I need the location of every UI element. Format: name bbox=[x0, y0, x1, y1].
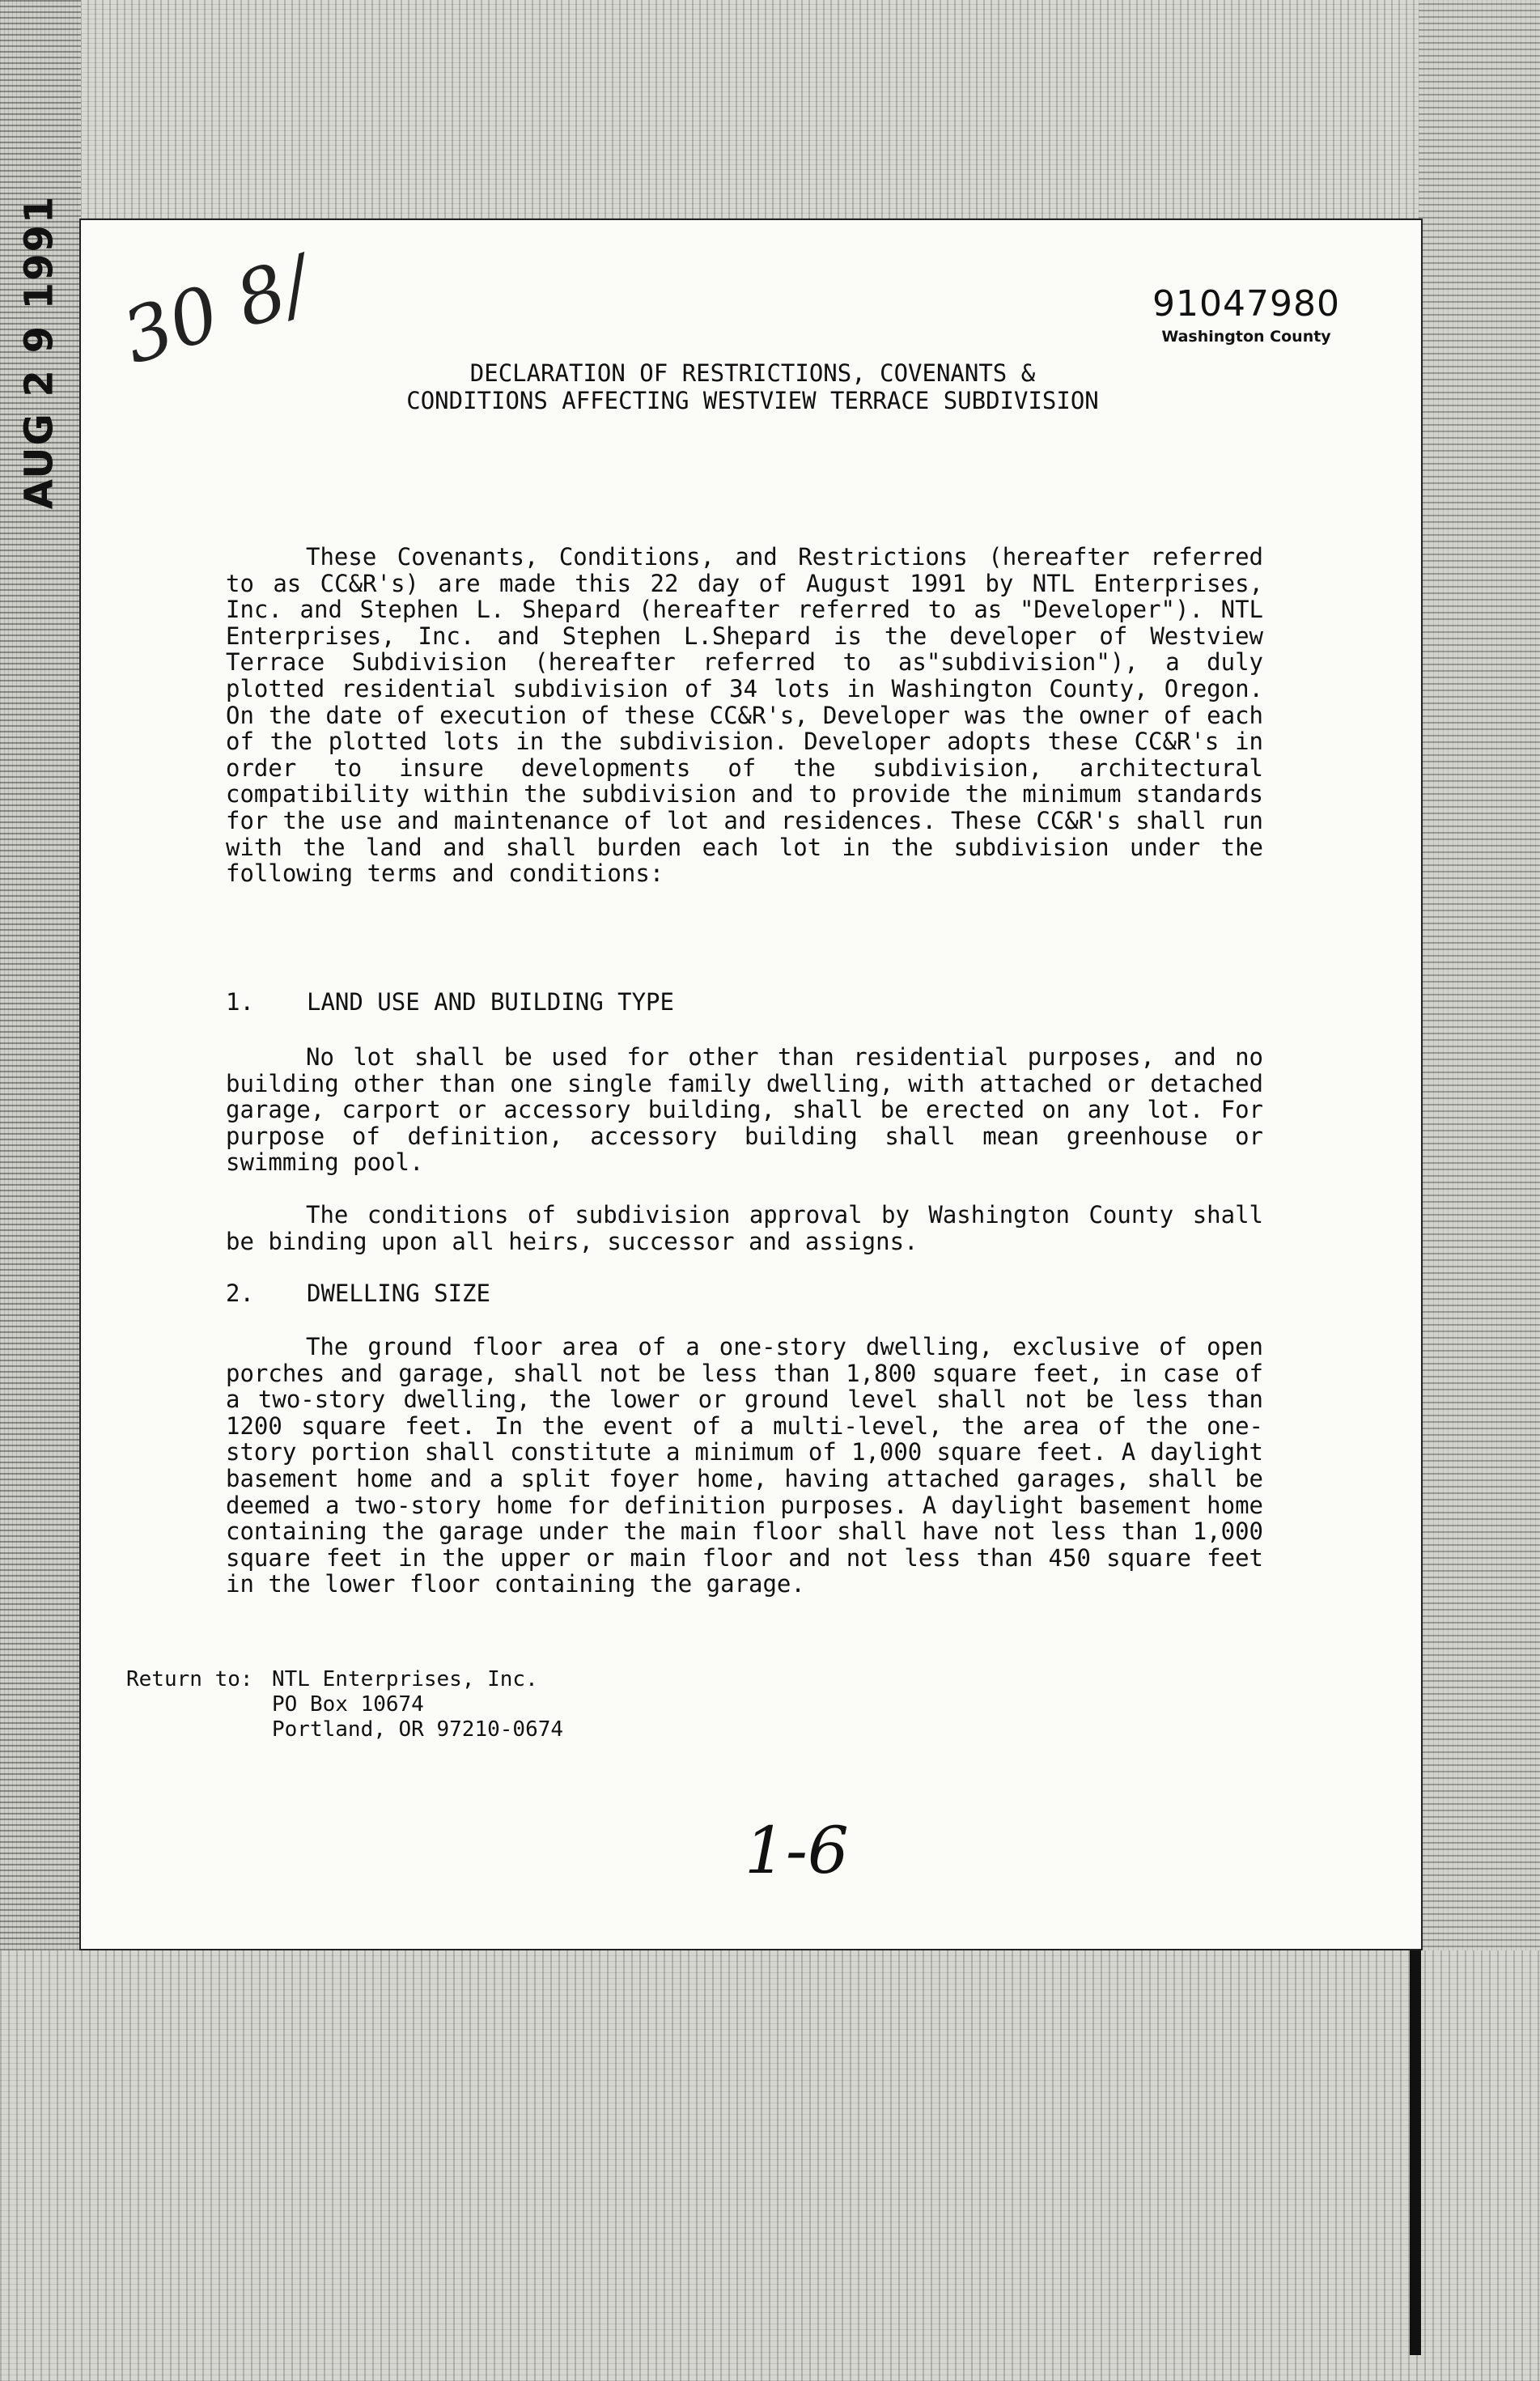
return-to-address-2: Portland, OR 97210-0674 bbox=[272, 1717, 564, 1742]
section-1-body-2 bbox=[226, 1202, 1263, 1254]
section-1-paragraph-2: The conditions of subdivision approval by Washington County shall be binding upon all heirs, successor and assigns. bbox=[226, 1201, 1263, 1255]
return-to-address-1: PO Box 10674 bbox=[272, 1692, 424, 1717]
title-line-2: CONDITIONS AFFECTING WESTVIEW TERRACE SUBDIVISION bbox=[406, 387, 1099, 414]
recorded-date-text: AUG 2 9 1991 bbox=[16, 194, 62, 510]
recorded-date-stamp bbox=[15, 194, 63, 510]
section-2-heading bbox=[226, 1280, 490, 1306]
section-2-title: DWELLING SIZE bbox=[307, 1280, 490, 1307]
section-1-heading bbox=[226, 989, 674, 1015]
section-1-title: LAND USE AND BUILDING TYPE bbox=[307, 988, 674, 1016]
handwritten-mark: 30 8/ bbox=[112, 240, 321, 381]
recording-number: 91047980 bbox=[1152, 283, 1340, 325]
return-to-block bbox=[126, 1667, 563, 1742]
recording-block bbox=[1149, 283, 1343, 346]
section-1-paragraph-1: No lot shall be used for other than residential purposes, and no building other than one single family dwelling, with attached or detached garage, carport or accessory building, shall be erected on any lot. For purpose of definition, accessory building shall mean greenhouse or swimming pool. bbox=[226, 1043, 1263, 1177]
return-to-label: Return to: bbox=[126, 1667, 253, 1691]
scan-border-top bbox=[0, 0, 1540, 219]
intro-paragraph: These Covenants, Conditions, and Restrictions (hereafter referred to as CC&R's) are made this 22 day of August 1991 by NTL Enterprises, Inc. and Stephen L. Shepard (hereafter referred to as "Developer"). NTL Enterprises, Inc. and Stephen L.Shepard is the developer of Westview Terrace Subdivision (hereafter referred to as"subdivision"), a duly plotted residential subdivision of 34 lots in Washington County, Oregon. On the date of execution of these CC&R's, Developer was the owner of each of the plotted lots in the subdivision. Developer adopts these CC&R's in order to insure developments of the subdivision, architectural compatibility within the subdivision and to provide the minimum standards for the use and maintenance of lot and residences. These CC&R's shall run with the land and shall burden each lot in the subdivision under the following terms and conditions: bbox=[226, 543, 1263, 888]
recording-county: Washington County bbox=[1161, 328, 1331, 346]
scan-border-bottom bbox=[0, 1950, 1540, 2381]
document-title bbox=[243, 359, 1262, 414]
section-2-paragraph-1: The ground floor area of a one-story dwelling, exclusive of open porches and garage, shall not be less than 1,800 square feet, in case of a two-story dwelling, the lower or ground level shall not be less than 1200 square feet. In the event of a multi-level, the area of the one-story portion shall constitute a minimum of 1,000 square feet. A daylight basement home and a split foyer home, having attached garages, shall be deemed a two-story home for definition purposes. A daylight basement home containing the garage under the main floor shall have not less than 1,000 square feet in the upper or main floor and not less than 450 square feet in the lower floor containing the garage. bbox=[226, 1333, 1263, 1598]
scan-edge-bar bbox=[1410, 1950, 1421, 2355]
title-line-1: DECLARATION OF RESTRICTIONS, COVENANTS & bbox=[469, 359, 1036, 387]
section-2-body bbox=[226, 1334, 1263, 1598]
section-1-body bbox=[226, 1044, 1263, 1176]
return-to-name: NTL Enterprises, Inc. bbox=[272, 1667, 538, 1691]
intro-section bbox=[226, 544, 1263, 887]
page-number: 1-6 bbox=[745, 1813, 849, 1888]
section-1-number: 1. bbox=[226, 988, 254, 1016]
section-2-number: 2. bbox=[226, 1280, 254, 1307]
